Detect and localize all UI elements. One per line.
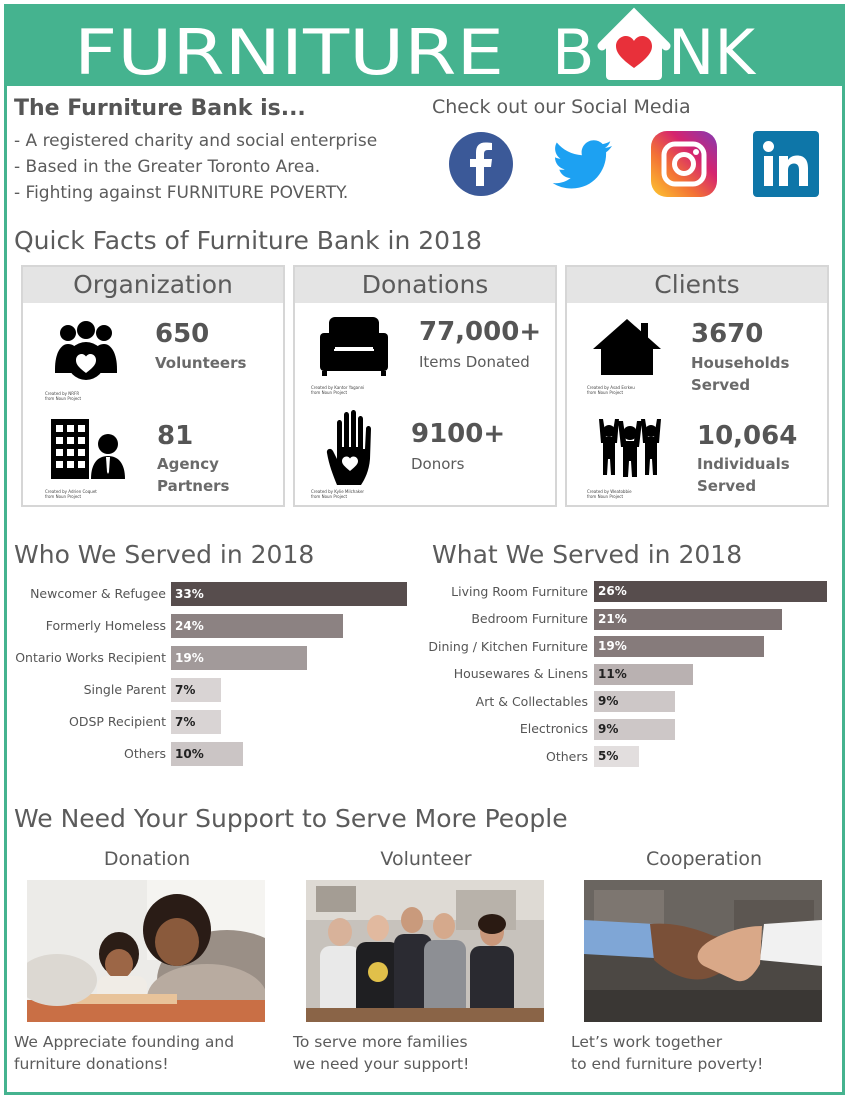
bar-value-label: 26% bbox=[598, 584, 627, 598]
logo-text-b: B bbox=[552, 16, 595, 86]
bar-value-label: 21% bbox=[598, 611, 627, 626]
intro-item: - Fighting against FURNITURE POVERTY. bbox=[14, 183, 349, 203]
fact-card-clients bbox=[565, 265, 829, 507]
donation-photo bbox=[27, 880, 265, 1022]
intro-title: The Furniture Bank is... bbox=[14, 96, 306, 121]
logo-text-left: FURNITURE bbox=[74, 16, 504, 86]
bar-value-label: 9% bbox=[598, 721, 619, 736]
fact-value-donors: 9100+ bbox=[411, 419, 506, 449]
category-label: Ontario Works Recipient bbox=[15, 650, 166, 665]
furniture-bank-logo bbox=[4, 4, 845, 86]
intro-item: - A registered charity and social enterprise bbox=[14, 131, 378, 151]
who-served-title: Who We Served in 2018 bbox=[14, 540, 315, 569]
who-served-chart bbox=[0, 578, 420, 778]
bar-value-label: 7% bbox=[175, 682, 196, 697]
caption-volunteer: To serve more families we need your support! bbox=[293, 1033, 470, 1073]
what-served-chart bbox=[420, 578, 840, 778]
volunteers-icon bbox=[53, 321, 119, 381]
fact-value-items-donated: 77,000+ bbox=[419, 317, 542, 347]
volunteer-photo bbox=[306, 880, 544, 1022]
support-heading-cooperation: Cooperation bbox=[645, 848, 763, 870]
quick-facts-title: Quick Facts of Furniture Bank in 2018 bbox=[14, 226, 482, 255]
fact-label-volunteers: Volunteers bbox=[155, 354, 247, 372]
bar-value-label: 7% bbox=[175, 714, 196, 729]
social-title: Check out our Social Media bbox=[432, 96, 691, 118]
fact-value-households: 3670 bbox=[691, 319, 764, 349]
bar-value-label: 24% bbox=[175, 618, 204, 633]
bar bbox=[594, 581, 827, 602]
category-label: Electronics bbox=[519, 721, 588, 736]
bar-value-label: 11% bbox=[598, 666, 627, 681]
category-label: Others bbox=[123, 746, 166, 761]
icon-credit: Created by Asad Esrkeu from Noun Project bbox=[587, 385, 635, 395]
what-served-title: What We Served in 2018 bbox=[432, 540, 743, 569]
logo-text-nk: NK bbox=[668, 16, 756, 86]
bar-value-label: 5% bbox=[598, 749, 619, 763]
icon-credit: Created by Kantor Yaganni from Noun Project bbox=[311, 385, 365, 395]
fact-label-donors: Donors bbox=[411, 455, 465, 473]
hand-heart-icon bbox=[325, 409, 375, 487]
icon-credit: Created by Adrien Coquet from Noun Project bbox=[45, 489, 97, 499]
house-heart-icon bbox=[602, 14, 666, 76]
sofa-icon bbox=[319, 315, 389, 377]
support-heading-volunteer: Volunteer bbox=[380, 848, 472, 870]
people-raising-hands-icon bbox=[597, 417, 663, 479]
bar-value-label: 19% bbox=[598, 639, 627, 653]
linkedin-icon[interactable] bbox=[752, 130, 820, 198]
fact-value-agency-partners: 81 bbox=[157, 421, 194, 451]
category-label: Single Parent bbox=[83, 682, 166, 697]
caption-cooperation: Let’s work together to end furniture poverty! bbox=[571, 1033, 764, 1073]
bar bbox=[171, 582, 407, 606]
icon-credit: Created by Kylie Milchaker from Noun Project bbox=[311, 489, 365, 499]
support-heading-donation: Donation bbox=[103, 848, 191, 870]
fact-card-donations bbox=[293, 265, 557, 507]
category-label: Dining / Kitchen Furniture bbox=[428, 638, 588, 654]
icon-credit: Created by Weatobbie from Noun Project bbox=[587, 489, 632, 499]
bar-value-label: 9% bbox=[598, 694, 619, 708]
fact-label-items-donated: Items Donated bbox=[419, 353, 530, 371]
instagram-icon[interactable] bbox=[650, 130, 718, 198]
twitter-icon[interactable] bbox=[548, 130, 616, 198]
fact-card-organization bbox=[21, 265, 285, 507]
intro-item: - Based in the Greater Toronto Area. bbox=[14, 157, 321, 177]
caption-donation: We Appreciate founding and furniture donations! bbox=[14, 1033, 235, 1073]
fact-label-agency-partners: Agency Partners bbox=[157, 455, 230, 495]
support-title: We Need Your Support to Serve More People bbox=[14, 804, 568, 833]
category-label: Formerly Homeless bbox=[45, 618, 166, 633]
category-label: Art & Collectables bbox=[475, 693, 588, 709]
category-label: ODSP Recipient bbox=[69, 714, 166, 729]
card-heading: Donations bbox=[295, 267, 555, 303]
fact-label-individuals: Individuals Served bbox=[697, 455, 790, 495]
category-label: Newcomer & Refugee bbox=[30, 586, 166, 601]
fact-value-individuals: 10,064 bbox=[697, 421, 798, 451]
agency-partners-icon bbox=[49, 417, 127, 481]
bar-value-label: 19% bbox=[175, 650, 204, 665]
card-heading: Organization bbox=[23, 267, 283, 303]
card-heading: Clients bbox=[567, 267, 827, 303]
bar-value-label: 33% bbox=[175, 586, 204, 601]
category-label: Others bbox=[545, 748, 588, 764]
facebook-icon[interactable] bbox=[447, 130, 515, 198]
house-icon bbox=[591, 317, 663, 377]
category-label: Bedroom Furniture bbox=[471, 611, 588, 626]
fact-value-volunteers: 650 bbox=[155, 319, 210, 349]
cooperation-photo bbox=[584, 880, 822, 1022]
intro-list bbox=[14, 128, 377, 206]
category-label: Living Room Furniture bbox=[451, 583, 588, 599]
fact-label-households: Households Served bbox=[691, 354, 790, 394]
bar-value-label: 10% bbox=[175, 746, 204, 761]
category-label: Housewares & Linens bbox=[453, 666, 588, 681]
icon-credit: Created by NRFR from Noun Project bbox=[45, 391, 82, 401]
